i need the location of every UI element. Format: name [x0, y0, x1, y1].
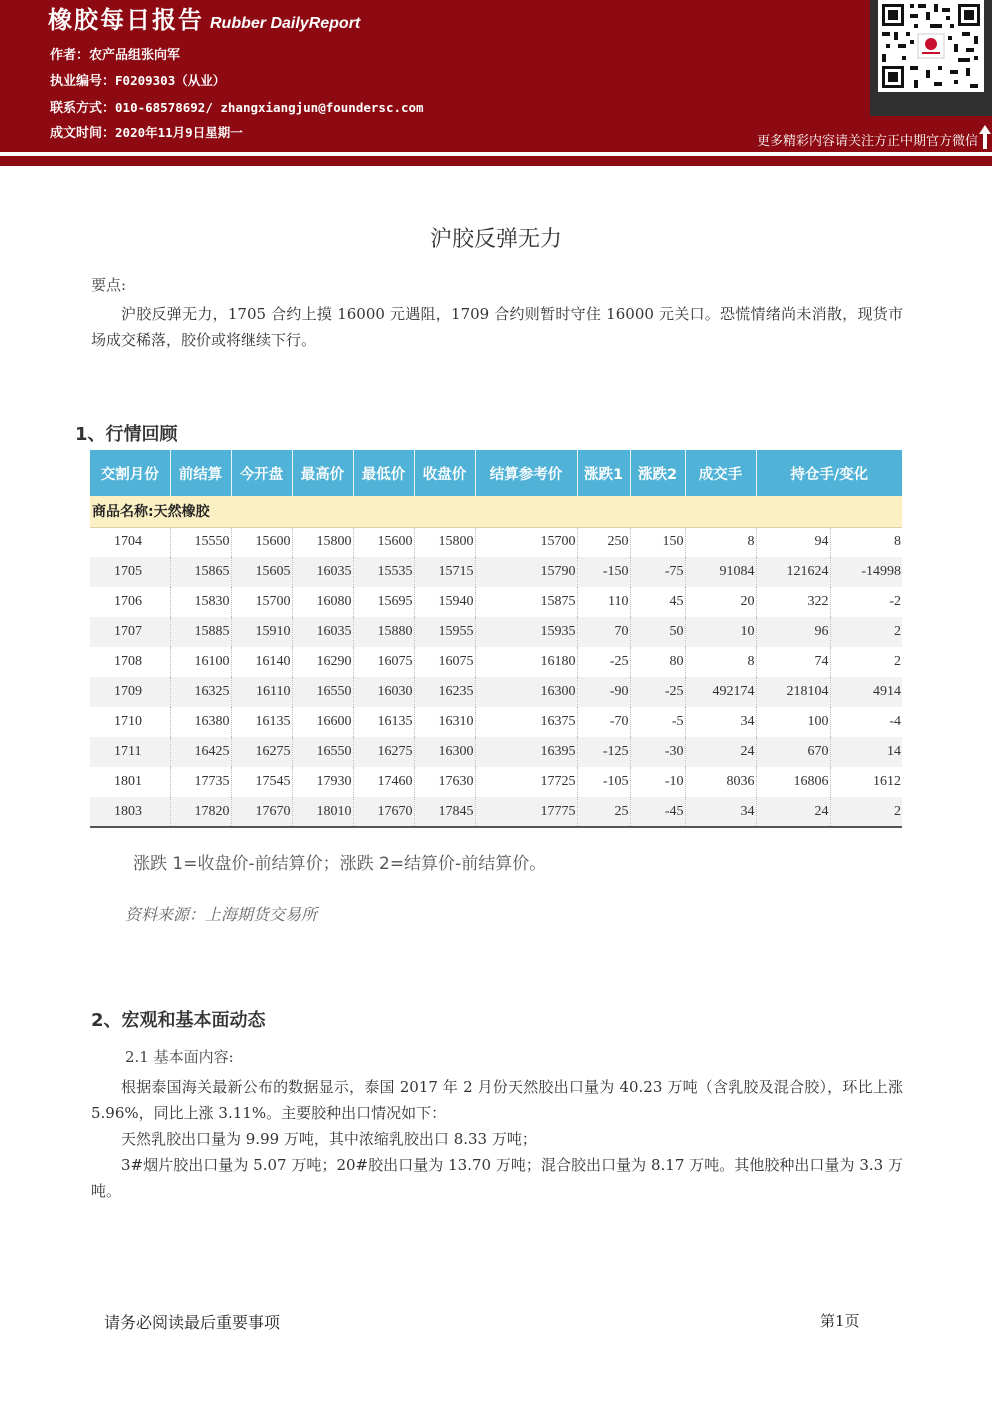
col-header: 最低价 [353, 450, 414, 496]
table-cell: 16275 [353, 737, 414, 767]
table-cell: 2 [894, 654, 902, 669]
table-cell: 16035 [292, 557, 353, 587]
table-row [90, 737, 902, 767]
table-cell: 16375 [475, 707, 577, 737]
report-title-cn: 橡胶每日报告 [48, 6, 204, 34]
table-cell: 94 [756, 527, 830, 557]
table-header-row [90, 450, 902, 496]
page-number: 第1页 [820, 1312, 860, 1330]
keypoint-paragraph: 沪胶反弹无力，1705 合约上摸 16000 元遇阻，1709 合约则暂时守住 16000 元关口。恐慌情绪尚未消散，现货市场成交稀落，胶价或将继续下行。 [91, 305, 903, 349]
col-header: 前结算 [170, 450, 231, 496]
date-value: 2020年11月9日星期一 [115, 125, 243, 140]
table-cell: 74 [756, 647, 830, 677]
table-cell: 15695 [353, 587, 414, 617]
table-cell: 16300 [414, 737, 475, 767]
table-cell: 15790 [475, 557, 577, 587]
table-cell: 15605 [231, 557, 292, 587]
table-row [90, 767, 902, 797]
table-cell: 17735 [170, 767, 231, 797]
table-cell: 15830 [170, 587, 231, 617]
table-row [90, 707, 902, 737]
qr-code-icon[interactable] [878, 0, 984, 92]
subsection-heading: 2.1 基本面内容: [125, 1048, 234, 1066]
document-title: 沪胶反弹无力 [429, 227, 562, 252]
table-cell: 16550 [292, 677, 353, 707]
table-cell: 8 [685, 647, 756, 677]
table-cell: 17845 [414, 797, 475, 827]
table-cell: 110 [577, 587, 630, 617]
table-cell: 16100 [170, 647, 231, 677]
author-line: 作者：农产品组张向军 [50, 48, 181, 63]
contact-value[interactable]: 010-68578692/ zhangxiangjun@foundersc.com [115, 100, 424, 115]
table-cell: 17545 [231, 767, 292, 797]
table-cell: 2 [830, 617, 902, 647]
table-cell: 15935 [475, 617, 577, 647]
table-cell: 16035 [292, 617, 353, 647]
table-cell: 4914 [830, 677, 902, 707]
paragraph-export-summary: 根据泰国海关最新公布的数据显示，泰国 2017 年 2 月份天然胶出口量为 40.23 万吨（含乳胶及混合胶），环比上涨 5.96%，同比上涨 3.11%。主要胶种出口情况如下： [91, 1078, 903, 1122]
table-cell: -25 [630, 677, 685, 707]
table-cell: 1711 [90, 737, 170, 767]
col-header: 涨跌1 [577, 450, 630, 496]
table-cell: 17775 [475, 797, 577, 827]
commodity-row [90, 496, 902, 527]
table-cell: 17670 [353, 797, 414, 827]
table-cell: 322 [756, 587, 830, 617]
commodity-label: 商品名称:天然橡胶 [90, 496, 902, 527]
table-cell: 492174 [685, 677, 756, 707]
table-row [90, 647, 902, 677]
table-cell: 10 [685, 617, 756, 647]
qr-code-panel [870, 0, 992, 116]
table-cell: 218104 [756, 677, 830, 707]
paragraph-latex-export: 天然乳胶出口量为 9.99 万吨，其中浓缩乳胶出口 8.33 万吨； [121, 1130, 537, 1148]
table-cell: 15800 [292, 527, 353, 557]
table-cell: 17670 [231, 797, 292, 827]
data-source: 资料来源：上海期货交易所 [125, 905, 318, 924]
table-cell: 150 [630, 527, 685, 557]
follow-wechat-text: 更多精彩内容请关注方正中期官方微信 [756, 134, 978, 149]
table-note: 涨跌 1=收盘价-前结算价；涨跌 2=结算价-前结算价。 [133, 854, 547, 874]
table-cell: 16806 [756, 767, 830, 797]
table-cell: -70 [577, 707, 630, 737]
table-cell: 80 [630, 647, 685, 677]
table-cell: 121624 [756, 557, 830, 587]
table-cell: -150 [577, 557, 630, 587]
table-cell: 17930 [292, 767, 353, 797]
table-cell: 16135 [353, 707, 414, 737]
col-header: 结算参考价 [475, 450, 577, 496]
table-cell: 15865 [170, 557, 231, 587]
table-cell: 91084 [685, 557, 756, 587]
table-row [90, 797, 902, 827]
table-cell: 16075 [414, 647, 475, 677]
table-cell: 16550 [292, 737, 353, 767]
table-cell: 1612 [873, 774, 902, 789]
table-row [90, 557, 902, 587]
table-cell: 24 [685, 737, 756, 767]
table-cell: 8 [894, 534, 902, 550]
section-heading-market-review: 1、行情回顾 [75, 424, 178, 445]
report-title-en: Rubber DailyReport [210, 15, 361, 32]
col-header: 交割月份 [90, 450, 170, 496]
table-cell: 34 [685, 797, 756, 827]
table-cell: 16380 [170, 707, 231, 737]
table-row [90, 587, 902, 617]
table-cell: -75 [630, 557, 685, 587]
keypoint-label: 要点: [91, 276, 127, 294]
table-cell: 15600 [353, 527, 414, 557]
table-cell: 70 [577, 617, 630, 647]
date-label: 成文时间： [50, 126, 116, 141]
table-cell: -5 [630, 707, 685, 737]
table-cell: 16425 [170, 737, 231, 767]
market-table [90, 450, 902, 828]
table-cell: 16300 [475, 677, 577, 707]
col-header: 收盘价 [414, 450, 475, 496]
table-cell: 1709 [90, 677, 170, 707]
table-cell: 18010 [292, 797, 353, 827]
table-cell: -25 [577, 647, 630, 677]
table-cell: 15800 [414, 527, 475, 557]
table-cell: 1803 [90, 797, 170, 827]
table-cell: 16310 [414, 707, 475, 737]
table-cell: 50 [630, 617, 685, 647]
table-cell: 15910 [231, 617, 292, 647]
col-header: 今开盘 [231, 450, 292, 496]
table-cell: 2 [830, 797, 902, 827]
table-cell: 1705 [90, 557, 170, 587]
table-cell: 16080 [292, 587, 353, 617]
table-cell: 16275 [231, 737, 292, 767]
paragraph-other-export: 3#烟片胶出口量为 5.07 万吨；20#胶出口量为 13.70 万吨；混合胶出口量为 8.17 万吨。其他胶种出口量为 3.3 万吨。 [91, 1156, 903, 1200]
table-cell: -2 [889, 594, 902, 609]
table-row [90, 677, 902, 707]
table-cell: 15700 [231, 587, 292, 617]
table-cell: 1710 [90, 707, 170, 737]
col-header: 持仓手/变化 [756, 450, 902, 496]
table-cell: 16600 [292, 707, 353, 737]
table-cell: 25 [577, 797, 630, 827]
table-cell: 16030 [353, 677, 414, 707]
report-title [48, 0, 361, 34]
table-cell: 15600 [231, 527, 292, 557]
table-cell: 1708 [90, 647, 170, 677]
table-cell: 20 [685, 587, 756, 617]
table-cell: 15885 [170, 617, 231, 647]
table-cell: 96 [756, 617, 830, 647]
table-cell: 15535 [353, 557, 414, 587]
table-cell: 15875 [475, 587, 577, 617]
table-cell: 17630 [414, 767, 475, 797]
table-cell: 250 [577, 527, 630, 557]
report-header-banner [0, 0, 992, 152]
table-cell: 15940 [414, 587, 475, 617]
table-cell: 14 [830, 737, 902, 767]
table-cell: 8036 [685, 767, 756, 797]
table-cell: -45 [630, 797, 685, 827]
table-cell: 16235 [414, 677, 475, 707]
license-label: 执业编号： [50, 74, 116, 89]
table-cell: -10 [630, 767, 685, 797]
col-header: 最高价 [292, 450, 353, 496]
up-arrow-icon [978, 124, 992, 150]
license-line [50, 70, 225, 89]
table-cell: 16110 [231, 677, 292, 707]
date-line [50, 122, 243, 141]
table-cell: 16075 [353, 647, 414, 677]
table-cell: 45 [630, 587, 685, 617]
section-heading-macro: 2、宏观和基本面动态 [91, 1010, 266, 1031]
table-cell: 8 [685, 527, 756, 557]
table-cell: 15700 [475, 527, 577, 557]
table-cell: 16140 [231, 647, 292, 677]
table-cell: 34 [685, 707, 756, 737]
table-row [90, 617, 902, 647]
table-cell: 24 [756, 797, 830, 827]
table-cell: 17725 [475, 767, 577, 797]
table-cell: -105 [577, 767, 630, 797]
col-header: 成交手 [685, 450, 756, 496]
table-row [90, 527, 902, 557]
table-cell: 1706 [90, 587, 170, 617]
table-cell: -30 [630, 737, 685, 767]
table-cell: 16180 [475, 647, 577, 677]
contact-line [50, 97, 424, 116]
table-cell: 16325 [170, 677, 231, 707]
table-cell: -125 [577, 737, 630, 767]
table-cell: 15550 [170, 527, 231, 557]
table-cell: 16395 [475, 737, 577, 767]
table-cell: 17820 [170, 797, 231, 827]
table-cell: 1704 [90, 527, 170, 557]
table-cell: 15715 [414, 557, 475, 587]
table-cell: -90 [577, 677, 630, 707]
header-divider [0, 156, 992, 166]
table-cell: 17460 [353, 767, 414, 797]
table-cell: -14998 [830, 557, 902, 587]
contact-label: 联系方式： [50, 101, 116, 116]
license-value: F0209303（从业） [115, 73, 226, 88]
table-cell: 1707 [90, 617, 170, 647]
table-cell: 15955 [414, 617, 475, 647]
table-cell: 15880 [353, 617, 414, 647]
table-cell: 1801 [90, 767, 170, 797]
table-cell: 100 [756, 707, 830, 737]
footer-disclaimer[interactable]: 请务必阅读最后重要事项 [104, 1313, 281, 1332]
table-cell: -4 [889, 714, 902, 729]
table-cell: 16290 [292, 647, 353, 677]
table-cell: 670 [756, 737, 830, 767]
table-cell: 16135 [231, 707, 292, 737]
col-header: 涨跌2 [630, 450, 685, 496]
